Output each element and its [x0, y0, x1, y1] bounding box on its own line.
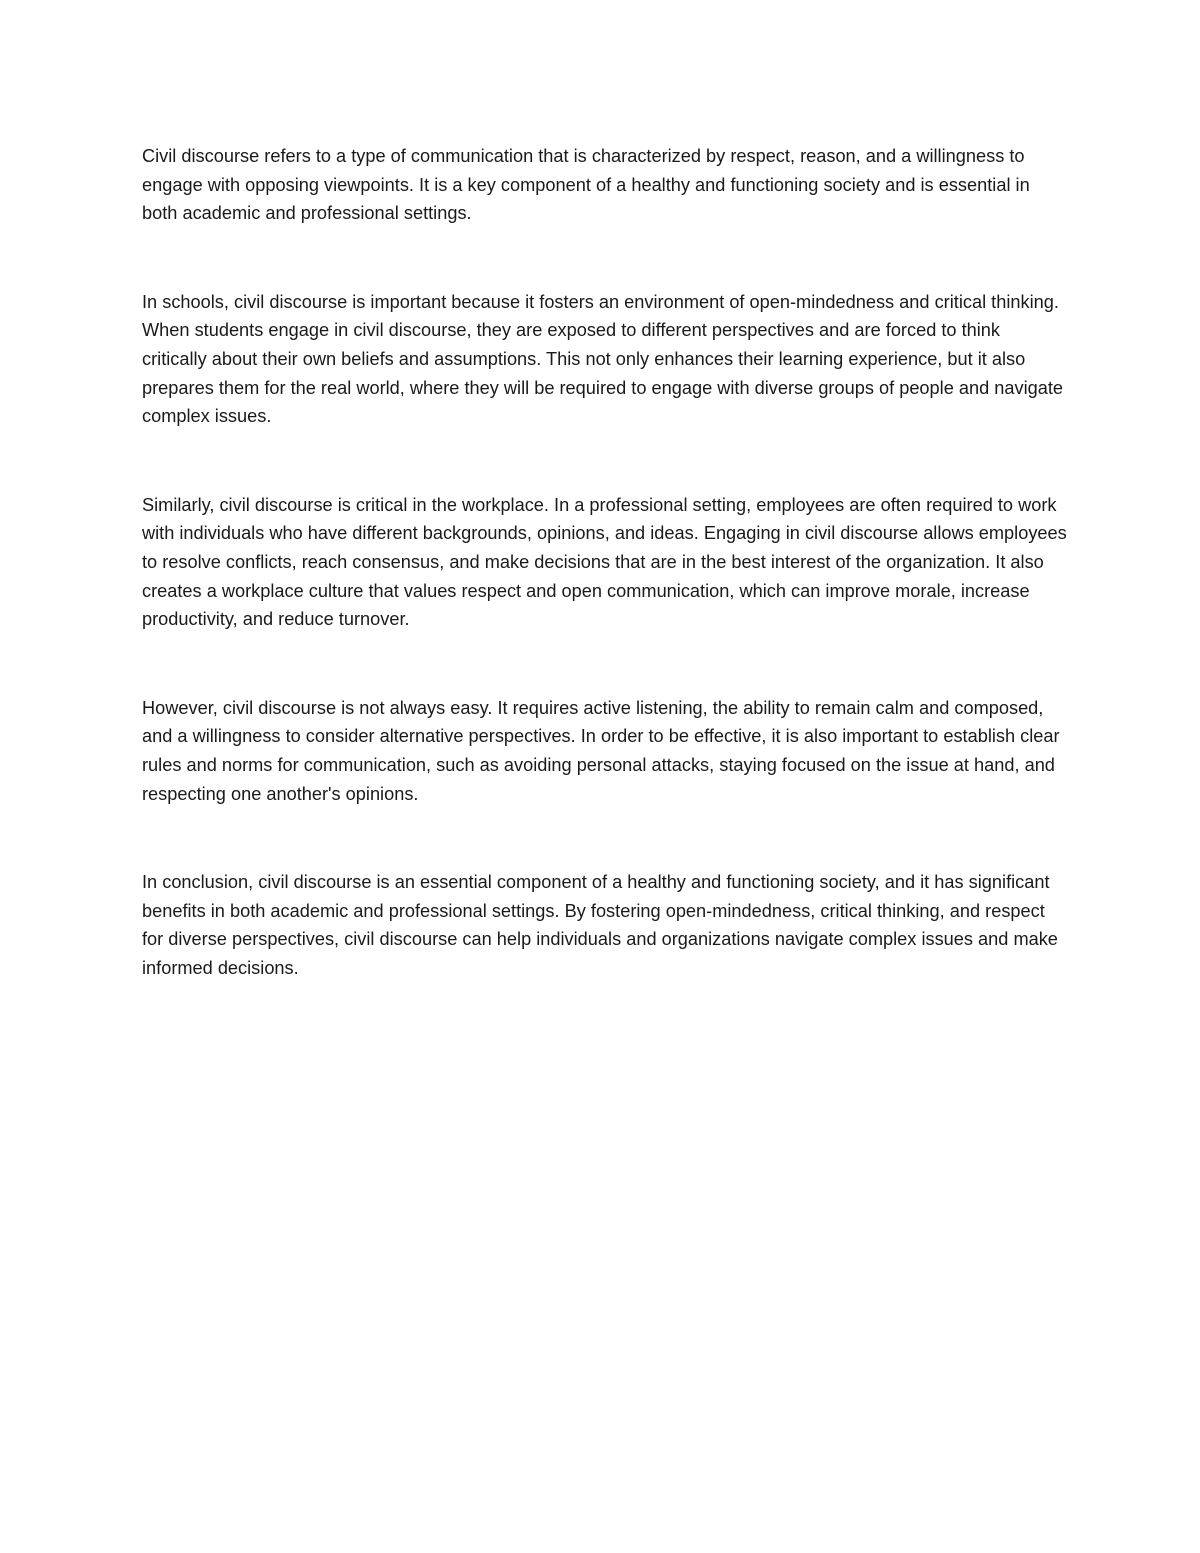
- paragraph-conclusion: In conclusion, civil discourse is an essential component of a healthy and functioning society, and it has significant benefits in both academic and professional settings. By fostering open-mindedness, critical thinking, and respect for diverse perspectives, civil discourse can help individuals and organizations navigate complex issues and make informed decisions.: [142, 872, 1058, 978]
- paragraph-workplace: Similarly, civil discourse is critical in the workplace. In a professional setting, employees are often required to work with individuals who have different backgrounds, opinions, and ideas. Engaging in civil discourse allows employees to resolve conflicts, reach consensus, and make decisions that are in the best interest of the organization. It also creates a workplace culture that values respect and open communication, which can improve morale, increase productivity, and reduce turnover.: [142, 494, 1067, 630]
- document-body: [142, 142, 1067, 982]
- paragraph-schools: In schools, civil discourse is important because it fosters an environment of open-mindedness and critical thinking. When students engage in civil discourse, they are exposed to different perspectives and are forced to think critically about their own beliefs and assumptions. This not only enhances their learning experience, but it also prepares them for the real world, where they will be required to engage with diverse groups of people and navigate complex issues.: [142, 291, 1064, 427]
- paragraph-intro: Civil discourse refers to a type of communication that is characterized by respect, reason, and a willingness to engage with opposing viewpoints. It is a key component of a healthy and functioning society and is essential in both academic and professional settings.: [142, 146, 1030, 224]
- paragraph-challenges: However, civil discourse is not always easy. It requires active listening, the ability to remain calm and composed, and a willingness to consider alternative perspectives. In order to be effective, it is also important to establish clear rules and norms for communication, such as avoiding personal attacks, staying focused on the issue at hand, and respecting one another's opinions.: [142, 697, 1060, 804]
